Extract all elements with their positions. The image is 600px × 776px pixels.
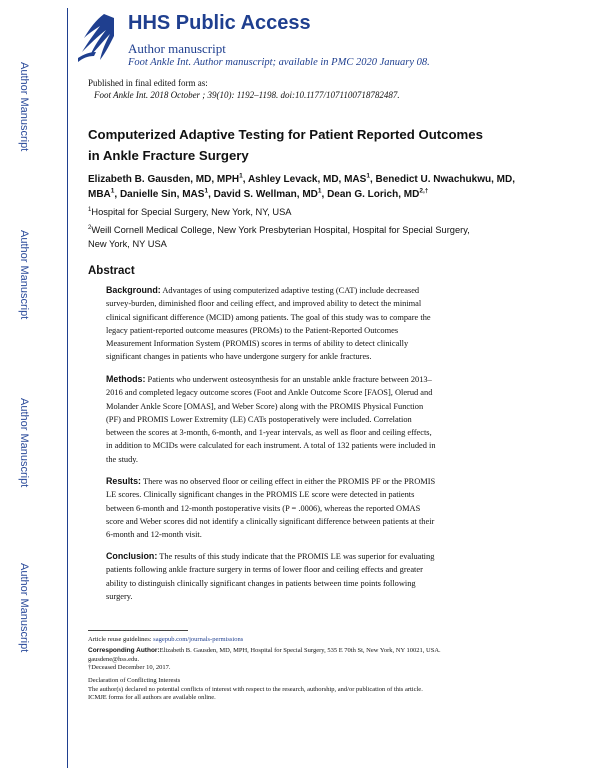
abstract-background: Background: Advantages of using computerized adaptive testing (CAT) include decreased survey-burden, diminished floor and ceiling effect, and improved ability to detect the minimal clinical significant difference (MCID) among patients. The goal of this study was to compare the legacy patient-reported outcome measures (PROMs) to the Patient-Reported Outcomes Measurement Information System (PROMIS) scores in terms of ability to detect clinically significant changes in patients who have undergone surgery for ankle fractures.: [106, 285, 431, 362]
author-6: , Dean G. Lorich, MD: [321, 189, 420, 200]
hhs-journal-line: Foot Ankle Int. Author manuscript; available in PMC 2020 January 08.: [128, 57, 430, 68]
published-label: Published in final edited form as:: [88, 78, 208, 88]
left-rule: [67, 8, 68, 768]
author-5: , David S. Wellman, MD: [208, 189, 318, 200]
author-4: , Danielle Sin, MAS: [114, 189, 205, 200]
hhs-subtitle: Author manuscript: [128, 41, 226, 56]
article-title: [88, 124, 528, 166]
hhs-title: HHS Public Access: [128, 12, 311, 34]
reuse-link[interactable]: sagepub.com/journals-permissions: [153, 636, 244, 643]
author-1: Elizabeth B. Gausden, MD, MPH: [88, 174, 240, 185]
author-list: Elizabeth B. Gausden, MD, MPH$^1$, Ashley Levack, MD, MAS$^1$, Benedict U. Nwachukwu, MD, MBA$^1$, Danielle Sin, MAS$^1$, David S. Wellman, $MD^1$, Dean G. Lorich, $MD^{2,\dagger}$: [88, 172, 515, 200]
affiliation-1: $^1$Hospital for Special Surgery, New York, NY, USA: [88, 206, 292, 217]
title-line-1: Computerized Adaptive Testing for Patient Reported Outcomes: [88, 127, 483, 142]
affiliation-2: $^2$Weill Cornell Medical College, New York Presbyterian Hospital, Hospital for Special Surgery, New York, NY USA: [88, 224, 470, 249]
hhs-eagle-logo: [74, 10, 118, 66]
deceased-note: †Deceased December 10, 2017.: [88, 664, 171, 671]
conflicts-section: Declaration of Conflicting Interests The author(s) declared no potential conflicts of interest with respect to the research, authorship, and/or publication of this article. ICMJE forms for all authors are available online.: [88, 677, 423, 701]
abstract-results: Results: There was no observed floor or ceiling effect in either the PROMIS PF or the PROMIS LE scores. Clinically significant changes in the PROMIS LE score were detected in patients between 6-month and 12-month postoperative visits (P = .0006), whereas the reported OMAS score and Weber scores did not identify a clinically significant difference between patients at their 6-month and 12-month visit.: [106, 476, 436, 540]
citation: Foot Ankle Int. 2018 October ; 39(10): 1192–1198. doi:10.1177/1071100718782487.: [94, 90, 400, 100]
corresponding-author: Corresponding Author:Elizabeth B. Gausden, MD, MPH, Hospital for Special Surgery, 535 E 70th St, New York, NY 10021, USA. gausdene@hss.edu. †Deceased December 10, 2017.: [88, 647, 548, 673]
abstract-methods: Methods: Patients who underwent osteosynthesis for an unstable ankle fracture between 2013– 2016 and completed legacy outcome scores (Foot and Ankle Outcome Score [FAOS], Olerud and Molander Ankle Score [OMAS], and Weber Score) along with the PROMIS Physical Function (PF) and PROMIS Lower Extremity (LE) CATs postoperatively were included. Correlation between the scores at 3-month, 6-month, and 1-year intervals, as well as floor and ceiling effects, in addition to MCIDs were calculated for each instrument. A total of 132 patients were included in the study.: [106, 374, 436, 464]
abstract-heading: Abstract: [88, 265, 135, 277]
author-2: , Ashley Levack, MD, MAS: [242, 174, 367, 185]
abstract-conclusion: Conclusion: The results of this study indicate that the PROMIS LE was superior for evaluating patients following ankle fracture surgery in terms of lower floor and ceiling effects and greater ability to distinguish clinically significant changes in patients between time points following surgery.: [106, 551, 435, 601]
author-email: gausdene@hss.edu.: [88, 655, 140, 663]
footnote-rule: [88, 630, 188, 631]
reuse-guidelines: Article reuse guidelines: sagepub.com/journals-permissions: [88, 636, 244, 643]
title-line-2: in Ankle Fracture Surgery: [88, 148, 249, 163]
author-3: , Benedict U. Nwachukwu, MD,: [369, 174, 515, 185]
